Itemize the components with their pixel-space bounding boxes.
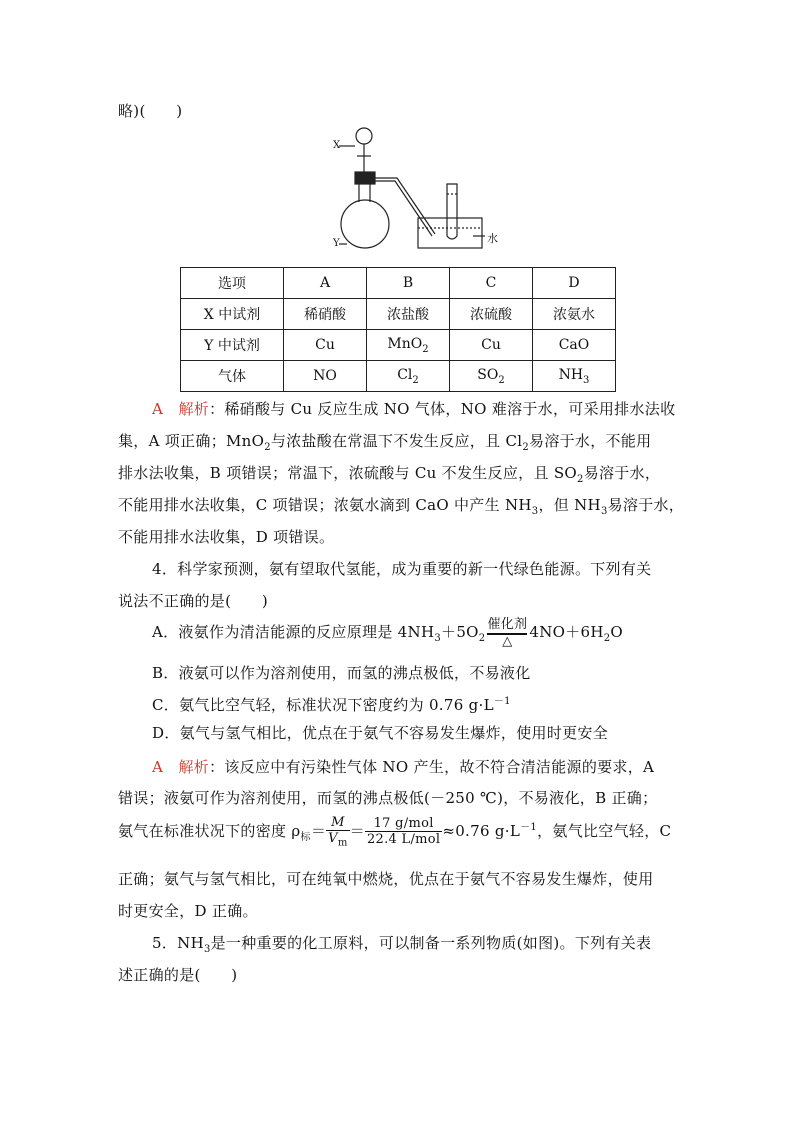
q4-answer-line2: 错误；液氨可作为溶剂使用，而氢的沸点极低(－250 ℃)，不易液化，B 正确； xyxy=(118,789,658,807)
q4-answer-line3: 氨气在标准状况下的密度 $\rho_标=$ $\frac{M}{V_m}$ ＝ $\frac{\text{17 g/mol}}{\text{22.4 L/mol}}$ ≈0.76 $g\cdot L^{-1}$，氨气比空气轻，C xyxy=(118,815,672,849)
q3-answer-line2: 集，A 项正确；MnO$_2$与浓盐酸在常温下不发生反应，且 $Cl_2$易溶于水，不能用 xyxy=(118,432,652,453)
q4-stem-line2: 说法不正确的是( ) xyxy=(118,592,269,610)
apparatus-label-x: X xyxy=(333,140,341,151)
q4-stem-line1: 4．科学家预测，氨有望取代氢能，成为重要的新一代绿色能源。下列有关 xyxy=(152,560,652,578)
q3-answer-line4: 不能用排水法收集，C 项错误；浓氨水滴到 CaO 中产生 $NH_3$，但 $NH_3$易溶于水， xyxy=(118,496,685,517)
q3-answer-line1: A 解析：稀硝酸与 Cu 反应生成 NO 气体，NO 难溶于水，可采用排水法收 xyxy=(152,400,676,418)
q3-answer-line5: 不能用排水法收集，D 项错误。 xyxy=(118,528,335,546)
reagent-table xyxy=(180,267,616,392)
table-row: 气体 NO $Cl_2$ $SO_2$ $NH_3$ xyxy=(181,361,616,392)
apparatus-label-water: 水 xyxy=(487,232,498,245)
table-row: Y 中试剂 Cu MnO$_2$ Cu CaO xyxy=(181,330,616,361)
density-fraction-numeric: $\frac{\text{17 g/mol}}{\text{22.4 L/mol}}$ xyxy=(366,816,441,848)
q4-option-d: D．氨气与氢气相比，优点在于氨气不容易发生爆炸，使用时更安全 xyxy=(152,724,609,742)
q5-stem-line2: 述正确的是( ) xyxy=(118,966,238,984)
table-row: X 中试剂 稀硝酸 浓盐酸 浓硫酸 浓氨水 xyxy=(181,299,616,330)
q4-answer-line1: A 解析：该反应中有污染性气体 NO 产生，故不符合清洁能源的要求，A xyxy=(152,758,655,776)
reaction-condition-arrow: 催化剂 △ xyxy=(487,617,528,649)
gas-collection-apparatus xyxy=(325,124,505,254)
q5-stem-line1: 5．$NH_3$是一种重要的化工原料，可以制备一系列物质(如图)。下列有关表 xyxy=(152,934,652,955)
q3-answer-line3: 排水法收集，B 项错误；常温下，浓硫酸与 Cu 不发生反应，且 $SO_2$易溶于水， xyxy=(118,464,661,485)
q4-option-b: B．液氨可以作为溶剂使用，而氢的沸点极低，不易液化 xyxy=(152,664,531,682)
q4-option-c: C．氨气比空气轻，标准状况下密度约为 0.76 $g\cdot L^{-1}$ xyxy=(152,696,511,714)
q4-answer-line4: 正确；氨气与氢气相比，可在纯氧中燃烧，优点在于氨气不容易发生爆炸，使用 xyxy=(118,870,654,888)
table-row: 选项 A B C D xyxy=(181,268,616,299)
q4-option-a: A．液氨作为清洁能源的反应原理是 $4NH_3+5O_2$ 催化剂 △ $4NO+6H_2O$ xyxy=(152,617,624,649)
apparatus-label-y: Y xyxy=(333,238,340,249)
density-fraction-symbolic: $\frac{M}{V_m}$ xyxy=(328,815,348,849)
q3-stem-tail: 略)( ) xyxy=(118,102,183,120)
q4-answer-line5: 时更安全，D 正确。 xyxy=(118,902,258,920)
